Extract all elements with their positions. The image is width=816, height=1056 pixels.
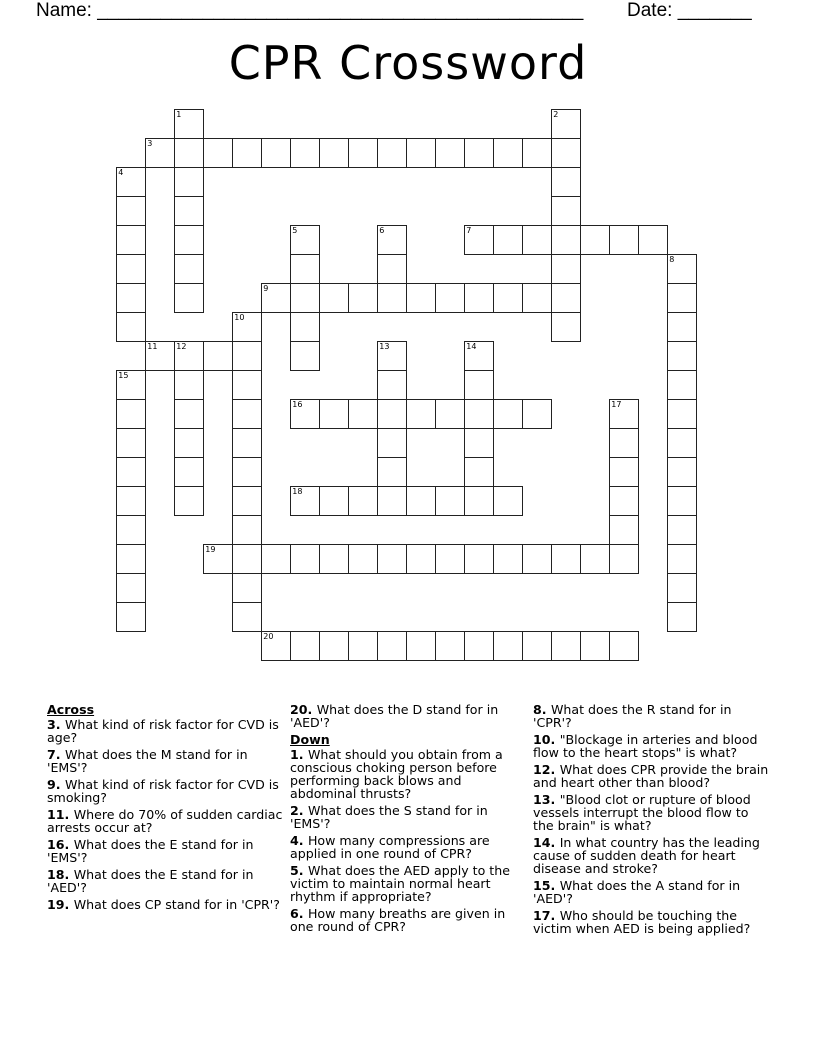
grid-cell[interactable] — [290, 225, 320, 255]
grid-cell[interactable] — [174, 225, 204, 255]
grid-cell[interactable] — [638, 225, 668, 255]
grid-cell[interactable] — [464, 283, 494, 313]
grid-cell[interactable] — [174, 196, 204, 226]
grid-cell[interactable] — [377, 428, 407, 458]
grid-cell[interactable] — [667, 428, 697, 458]
grid-cell[interactable] — [377, 138, 407, 168]
clues-column-2 — [290, 703, 530, 937]
grid-cell[interactable] — [667, 370, 697, 400]
grid-cell[interactable] — [435, 399, 465, 429]
grid-cell[interactable] — [667, 254, 697, 284]
clue-num: 15 — [533, 878, 551, 893]
clue-num: 8 — [533, 702, 542, 717]
grid-cell[interactable] — [522, 225, 552, 255]
clue-item: 14. In what country has the leading cause of sudden death for heart disease and stroke? — [533, 835, 760, 876]
grid-cell[interactable] — [377, 399, 407, 429]
grid-cell[interactable] — [319, 631, 349, 661]
clue-num: 12 — [533, 762, 551, 777]
grid-cell[interactable] — [116, 399, 146, 429]
grid-cell[interactable] — [522, 138, 552, 168]
grid-cell[interactable] — [377, 341, 407, 371]
grid-cell[interactable] — [203, 544, 233, 574]
grid-cell[interactable] — [290, 254, 320, 284]
clue-number: 10 — [234, 313, 245, 323]
grid-cell[interactable] — [493, 486, 523, 516]
grid-cell[interactable] — [145, 138, 175, 168]
grid-cell[interactable] — [435, 283, 465, 313]
clue-text: What kind of risk factor for CVD is age? — [47, 717, 279, 745]
clue-text: What should you obtain from a conscious choking person before performing back blows and abdominal thrusts? — [290, 747, 503, 801]
grid-cell[interactable] — [290, 399, 320, 429]
grid-cell[interactable] — [464, 138, 494, 168]
grid-cell[interactable] — [174, 457, 204, 487]
grid-cell[interactable] — [174, 341, 204, 371]
grid-cell[interactable] — [377, 225, 407, 255]
clue-item: 19. What does CP stand for in 'CPR'? — [47, 897, 280, 912]
grid-cell[interactable] — [232, 370, 262, 400]
date-field[interactable]: Date: _______ — [627, 0, 752, 21]
clue-num: 16 — [47, 837, 65, 852]
grid-cell[interactable] — [406, 399, 436, 429]
grid-cell[interactable] — [232, 602, 262, 632]
grid-cell[interactable] — [464, 341, 494, 371]
grid-cell[interactable] — [145, 341, 175, 371]
grid-cell[interactable] — [116, 167, 146, 197]
grid-cell[interactable] — [232, 428, 262, 458]
clue-number: 2 — [553, 110, 559, 120]
clue-num: 18 — [47, 867, 65, 882]
grid-cell[interactable] — [464, 428, 494, 458]
grid-cell[interactable] — [551, 109, 581, 139]
clue-text: What does CPR provide the brain and heart other than blood? — [533, 762, 769, 790]
grid-cell[interactable] — [609, 399, 639, 429]
grid-cell[interactable] — [667, 399, 697, 429]
grid-cell[interactable] — [203, 138, 233, 168]
grid-cell[interactable] — [551, 254, 581, 284]
clue-text: "Blockage in arteries and blood flow to the heart stops" is what? — [533, 732, 758, 760]
grid-cell[interactable] — [348, 283, 378, 313]
grid-cell[interactable] — [464, 486, 494, 516]
grid-cell[interactable] — [435, 486, 465, 516]
grid-cell[interactable] — [116, 486, 146, 516]
clue-item: 10. "Blockage in arteries and blood flow to the heart stops" is what? — [533, 732, 758, 760]
grid-cell[interactable] — [232, 138, 262, 168]
clue-number: 11 — [147, 342, 158, 352]
grid-cell[interactable] — [522, 544, 552, 574]
grid-cell[interactable] — [232, 544, 262, 574]
grid-cell[interactable] — [493, 631, 523, 661]
grid-cell[interactable] — [290, 138, 320, 168]
grid-cell[interactable] — [493, 544, 523, 574]
grid-cell[interactable] — [667, 457, 697, 487]
clue-num: 20 — [290, 702, 308, 717]
clue-num: 9 — [47, 777, 56, 792]
clue-text: Where do 70% of sudden cardiac arrests occur at? — [47, 807, 283, 835]
grid-cell[interactable] — [116, 370, 146, 400]
clue-num: 17 — [533, 908, 551, 923]
grid-cell[interactable] — [348, 486, 378, 516]
grid-cell[interactable] — [116, 457, 146, 487]
clue-number: 7 — [466, 226, 472, 236]
grid-cell[interactable] — [609, 515, 639, 545]
grid-cell[interactable] — [290, 631, 320, 661]
grid-cell[interactable] — [580, 225, 610, 255]
clue-text: What does the A stand for in 'AED'? — [533, 878, 741, 906]
grid-cell[interactable] — [609, 486, 639, 516]
clue-number: 12 — [176, 342, 187, 352]
grid-cell[interactable] — [116, 573, 146, 603]
clue-number: 20 — [263, 632, 274, 642]
clue-number: 5 — [292, 226, 298, 236]
grid-cell[interactable] — [609, 428, 639, 458]
grid-cell[interactable] — [493, 138, 523, 168]
clue-num: 3 — [47, 717, 56, 732]
grid-cell[interactable] — [551, 631, 581, 661]
clue-item: 5. What does the AED apply to the victim to maintain normal heart rhythm if appropriate? — [290, 863, 510, 904]
grid-cell[interactable] — [667, 602, 697, 632]
clue-num: 5 — [290, 863, 299, 878]
grid-cell[interactable] — [464, 631, 494, 661]
clue-text: How many breaths are given in one round of CPR? — [290, 906, 506, 934]
clue-text: How many compressions are applied in one round of CPR? — [290, 833, 490, 861]
grid-cell[interactable] — [667, 341, 697, 371]
grid-cell[interactable] — [406, 486, 436, 516]
clue-num: 19 — [47, 897, 65, 912]
clue-item: 1. What should you obtain from a conscious choking person before performing back blows and abdominal thrusts? — [290, 747, 503, 801]
grid-cell[interactable] — [348, 631, 378, 661]
grid-cell[interactable] — [551, 312, 581, 342]
grid-cell[interactable] — [435, 138, 465, 168]
grid-cell[interactable] — [174, 254, 204, 284]
clue-text: Who should be touching the victim when AED is being applied? — [533, 908, 751, 936]
grid-cell[interactable] — [174, 399, 204, 429]
clue-item: 9. What kind of risk factor for CVD is smoking? — [47, 777, 279, 805]
grid-cell[interactable] — [464, 225, 494, 255]
grid-cell[interactable] — [667, 283, 697, 313]
grid-cell[interactable] — [203, 341, 233, 371]
grid-cell[interactable] — [232, 457, 262, 487]
grid-cell[interactable] — [290, 341, 320, 371]
grid-cell[interactable] — [232, 399, 262, 429]
clue-number: 4 — [118, 168, 124, 178]
clue-num: 2 — [290, 803, 299, 818]
grid-cell[interactable] — [174, 138, 204, 168]
clue-num: 14 — [533, 835, 551, 850]
grid-cell[interactable] — [406, 138, 436, 168]
grid-cell[interactable] — [319, 544, 349, 574]
grid-cell[interactable] — [377, 486, 407, 516]
grid-cell[interactable] — [290, 486, 320, 516]
clue-number: 8 — [669, 255, 675, 265]
clue-number: 6 — [379, 226, 385, 236]
clue-num: 4 — [290, 833, 299, 848]
clue-item: 11. Where do 70% of sudden cardiac arrests occur at? — [47, 807, 283, 835]
grid-cell[interactable] — [174, 486, 204, 516]
clue-text: What does CP stand for in 'CPR'? — [73, 897, 280, 912]
grid-cell[interactable] — [667, 486, 697, 516]
clue-number: 14 — [466, 342, 477, 352]
clue-number: 3 — [147, 139, 153, 149]
grid-cell[interactable] — [261, 631, 291, 661]
grid-cell[interactable] — [522, 631, 552, 661]
grid-cell[interactable] — [290, 283, 320, 313]
clue-number: 1 — [176, 110, 182, 120]
grid-cell[interactable] — [116, 196, 146, 226]
clue-item: 6. How many breaths are given in one round of CPR? — [290, 906, 506, 934]
clue-num: 10 — [533, 732, 551, 747]
clue-number: 16 — [292, 400, 303, 410]
grid-cell[interactable] — [493, 399, 523, 429]
page-title: CPR Crossword — [228, 36, 588, 90]
clue-text: "Blood clot or rupture of blood vessels interrupt the blood flow to the brain" is what? — [533, 792, 751, 833]
clues-column-3 — [533, 703, 773, 939]
grid-cell[interactable] — [174, 109, 204, 139]
grid-cell[interactable] — [377, 631, 407, 661]
grid-cell[interactable] — [174, 283, 204, 313]
name-field[interactable]: Name: ______________________________________________ — [36, 0, 584, 21]
clue-item: 4. How many compressions are applied in one round of CPR? — [290, 833, 490, 861]
grid-cell[interactable] — [406, 283, 436, 313]
clue-number: 19 — [205, 545, 216, 555]
grid-cell[interactable] — [348, 138, 378, 168]
grid-cell[interactable] — [493, 225, 523, 255]
grid-cell[interactable] — [551, 283, 581, 313]
clue-text: What does the E stand for in 'AED'? — [47, 867, 254, 895]
grid-cell[interactable] — [464, 399, 494, 429]
grid-cell[interactable] — [551, 544, 581, 574]
across-heading: Across — [47, 702, 95, 717]
clue-number: 13 — [379, 342, 390, 352]
grid-cell[interactable] — [406, 544, 436, 574]
grid-cell[interactable] — [232, 573, 262, 603]
clue-item: 12. What does CPR provide the brain and heart other than blood? — [533, 762, 769, 790]
clue-text: What does the M stand for in 'EMS'? — [47, 747, 248, 775]
clue-item: 20. What does the D stand for in 'AED'? — [290, 702, 499, 730]
grid-cell[interactable] — [319, 399, 349, 429]
grid-cell[interactable] — [435, 544, 465, 574]
clue-item: 7. What does the M stand for in 'EMS'? — [47, 747, 248, 775]
clue-item: 2. What does the S stand for in 'EMS'? — [290, 803, 488, 831]
grid-cell[interactable] — [116, 283, 146, 313]
clue-num: 11 — [47, 807, 65, 822]
clue-item: 18. What does the E stand for in 'AED'? — [47, 867, 254, 895]
grid-cell[interactable] — [377, 457, 407, 487]
grid-cell[interactable] — [551, 138, 581, 168]
grid-cell[interactable] — [319, 283, 349, 313]
grid-cell[interactable] — [232, 486, 262, 516]
grid-cell[interactable] — [116, 515, 146, 545]
clue-item: 16. What does the E stand for in 'EMS'? — [47, 837, 254, 865]
grid-cell[interactable] — [464, 370, 494, 400]
grid-cell[interactable] — [290, 312, 320, 342]
grid-cell[interactable] — [261, 138, 291, 168]
grid-cell[interactable] — [609, 225, 639, 255]
grid-cell[interactable] — [667, 573, 697, 603]
grid-cell[interactable] — [551, 225, 581, 255]
grid-cell[interactable] — [551, 196, 581, 226]
clue-item: 8. What does the R stand for in 'CPR'? — [533, 702, 732, 730]
clue-text: What kind of risk factor for CVD is smoking? — [47, 777, 279, 805]
clue-num: 6 — [290, 906, 299, 921]
grid-cell[interactable] — [290, 544, 320, 574]
grid-cell[interactable] — [464, 457, 494, 487]
clue-item: 13. "Blood clot or rupture of blood vessels interrupt the blood flow to the brain" is what? — [533, 792, 751, 833]
grid-cell[interactable] — [580, 544, 610, 574]
grid-cell[interactable] — [377, 544, 407, 574]
grid-cell[interactable] — [406, 631, 436, 661]
clue-number: 17 — [611, 400, 622, 410]
grid-cell[interactable] — [377, 370, 407, 400]
clue-text: What does the AED apply to the victim to maintain normal heart rhythm if appropriate? — [290, 863, 510, 904]
grid-cell[interactable] — [667, 312, 697, 342]
clue-number: 9 — [263, 284, 269, 294]
grid-cell[interactable] — [435, 631, 465, 661]
clue-item: 3. What kind of risk factor for CVD is age? — [47, 717, 279, 745]
clue-num: 13 — [533, 792, 551, 807]
grid-cell[interactable] — [667, 515, 697, 545]
grid-cell[interactable] — [261, 283, 291, 313]
grid-cell[interactable] — [493, 283, 523, 313]
grid-cell[interactable] — [551, 167, 581, 197]
grid-cell[interactable] — [522, 399, 552, 429]
clue-num: 1 — [290, 747, 299, 762]
grid-cell[interactable] — [580, 631, 610, 661]
clue-number: 18 — [292, 487, 303, 497]
grid-cell[interactable] — [174, 167, 204, 197]
grid-cell[interactable] — [174, 428, 204, 458]
grid-cell[interactable] — [609, 544, 639, 574]
clue-number: 15 — [118, 371, 129, 381]
down-heading: Down — [290, 732, 330, 747]
grid-cell[interactable] — [464, 544, 494, 574]
grid-cell[interactable] — [348, 399, 378, 429]
grid-cell[interactable] — [232, 312, 262, 342]
grid-cell[interactable] — [232, 515, 262, 545]
grid-cell[interactable] — [116, 428, 146, 458]
grid-cell[interactable] — [609, 457, 639, 487]
grid-cell[interactable] — [667, 544, 697, 574]
clue-item: 17. Who should be touching the victim when AED is being applied? — [533, 908, 751, 936]
clue-text: What does the E stand for in 'EMS'? — [47, 837, 254, 865]
clue-text: What does the S stand for in 'EMS'? — [290, 803, 488, 831]
grid-cell[interactable] — [116, 312, 146, 342]
clue-text: In what country has the leading cause of sudden death for heart disease and stroke? — [533, 835, 760, 876]
clue-item: 15. What does the A stand for in 'AED'? — [533, 878, 741, 906]
grid-cell[interactable] — [116, 254, 146, 284]
grid-cell[interactable] — [377, 254, 407, 284]
grid-cell[interactable] — [174, 370, 204, 400]
grid-cell[interactable] — [116, 544, 146, 574]
grid-cell[interactable] — [319, 138, 349, 168]
grid-cell[interactable] — [232, 341, 262, 371]
clue-num: 7 — [47, 747, 56, 762]
clues-column-1 — [47, 703, 287, 915]
grid-cell[interactable] — [116, 225, 146, 255]
grid-cell[interactable] — [261, 544, 291, 574]
grid-cell[interactable] — [522, 283, 552, 313]
clue-text: What does the D stand for in 'AED'? — [290, 702, 499, 730]
grid-cell[interactable] — [348, 544, 378, 574]
grid-cell[interactable] — [609, 631, 639, 661]
grid-cell[interactable] — [116, 602, 146, 632]
clue-text: What does the R stand for in 'CPR'? — [533, 702, 732, 730]
grid-cell[interactable] — [377, 283, 407, 313]
grid-cell[interactable] — [319, 486, 349, 516]
